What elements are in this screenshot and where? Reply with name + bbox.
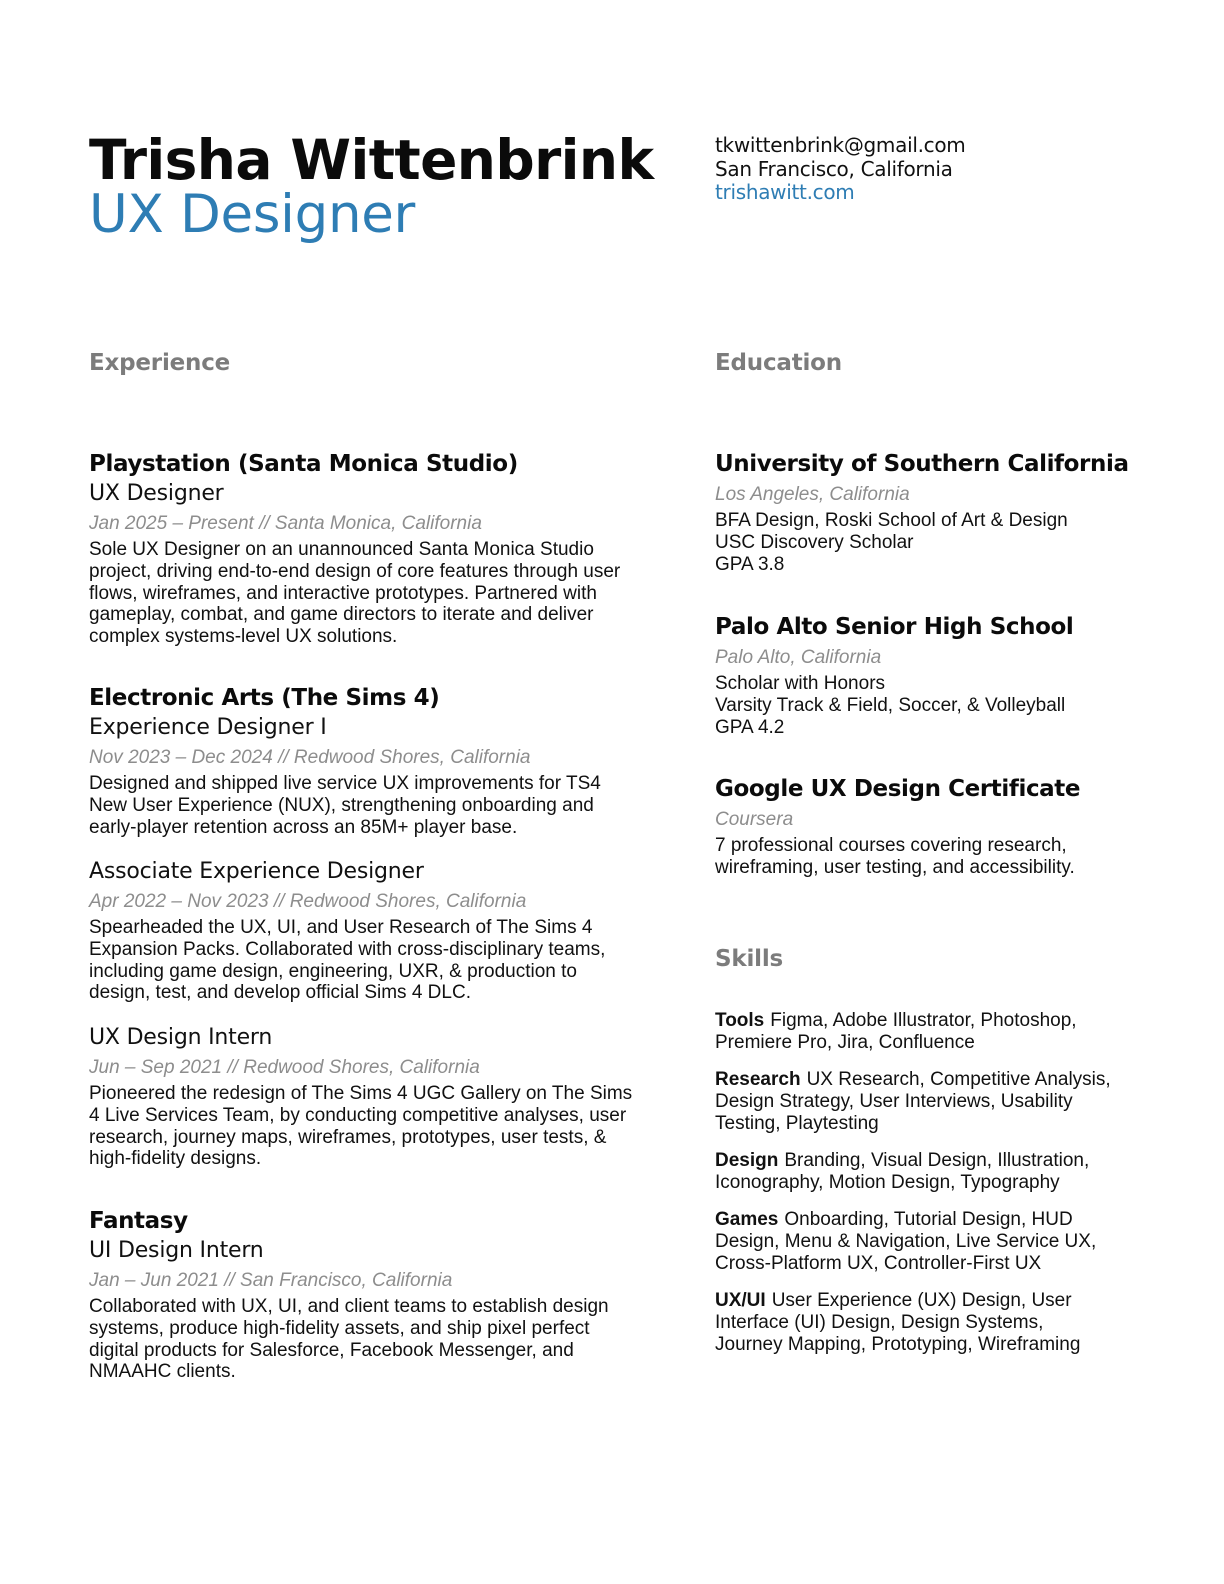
job-meta: Jan 2025 – Present // Santa Monica, California: [89, 513, 482, 534]
education-heading: Education: [715, 350, 842, 376]
skill-items: User Experience (UX) Design, User Interface (UI) Design, Design Systems, Journey Mapping, Prototyping, Wireframing: [715, 1290, 1081, 1355]
education-detail: 7 professional courses covering research, wireframing, user testing, and accessibility.: [715, 835, 1075, 878]
education-entry-google: [715, 774, 1105, 879]
experience-entry-fantasy: [89, 1206, 634, 1383]
job-title: UX Designer: [89, 481, 224, 506]
job-description: Collaborated with UX, UI, and client teams to establish design systems, produce high-fidelity assets, and ship pixel perfect digital products for Salesforce, Facebook Messenger, and NMAAHC clients.: [89, 1296, 609, 1383]
org-name: Fantasy: [89, 1208, 188, 1234]
location-text: San Francisco, California: [715, 156, 953, 181]
job-title: UX Design Intern: [89, 1025, 273, 1050]
org-name: Electronic Arts (The Sims 4): [89, 685, 440, 711]
skill-label: Design: [715, 1150, 779, 1171]
job-meta: Nov 2023 – Dec 2024 // Redwood Shores, California: [89, 747, 531, 768]
candidate-role: UX Designer: [89, 184, 416, 245]
contact-block: [715, 134, 965, 205]
certificate-provider: Coursera: [715, 809, 794, 830]
job-meta: Jan – Jun 2021 // San Francisco, California: [89, 1270, 453, 1291]
school-location: Los Angeles, California: [715, 484, 910, 505]
job-title: UI Design Intern: [89, 1238, 264, 1263]
experience-entry-ea: [89, 683, 634, 838]
education-detail: Varsity Track & Field, Soccer, & Volleyball: [715, 694, 1066, 716]
education-detail: Scholar with Honors: [715, 673, 886, 694]
skills-heading: Skills: [715, 946, 784, 972]
education-detail: USC Discovery Scholar: [715, 531, 914, 553]
job-title: Associate Experience Designer: [89, 859, 424, 884]
experience-role-intern: [89, 1023, 634, 1170]
skill-group-research: [715, 1069, 1115, 1134]
skill-group-uxui: [715, 1290, 1115, 1355]
education-entry-usc: [715, 449, 1135, 575]
certificate-name: Google UX Design Certificate: [715, 776, 1081, 802]
experience-heading: Experience: [89, 350, 231, 376]
education-detail: GPA 4.2: [715, 716, 785, 738]
skill-items: Figma, Adobe Illustrator, Photoshop, Premiere Pro, Jira, Confluence: [715, 1010, 1077, 1053]
job-meta: Jun – Sep 2021 // Redwood Shores, California: [89, 1057, 480, 1078]
job-description: Pioneered the redesign of The Sims 4 UGC Gallery on The Sims 4 Live Services Team, by conducting competitive analyses, user research, journey maps, wireframes, prototypes, user tests, & high-fidelity designs.: [89, 1083, 633, 1170]
skill-label: Games: [715, 1209, 779, 1230]
education-detail: GPA 3.8: [715, 553, 785, 575]
skill-label: UX/UI: [715, 1290, 766, 1311]
email-text[interactable]: tkwittenbrink@gmail.com: [715, 133, 966, 157]
experience-entry-playstation: [89, 449, 634, 648]
experience-role-associate: [89, 857, 634, 1004]
website-link[interactable]: trishawitt.com: [715, 180, 855, 204]
job-description: Spearheaded the UX, UI, and User Research of The Sims 4 Expansion Packs. Collaborated with cross-disciplinary teams, including game design, engineering, UXR, & production to design, test, and develop official Sims 4 DLC.: [89, 917, 606, 1004]
school-name: Palo Alto Senior High School: [715, 614, 1074, 640]
skill-group-design: [715, 1150, 1125, 1194]
skill-group-games: [715, 1209, 1125, 1274]
job-title: Experience Designer I: [89, 715, 327, 740]
school-location: Palo Alto, California: [715, 647, 882, 668]
skill-items: UX Research, Competitive Analysis, Design Strategy, User Interviews, Usability Testing, Playtesting: [715, 1069, 1111, 1134]
skill-label: Research: [715, 1069, 801, 1090]
job-description: Sole UX Designer on an unannounced Santa Monica Studio project, driving end-to-end design of core features through user flows, wireframes, and interactive prototypes. Partnered with gameplay, combat, and game directors to iterate and deliver complex systems-level UX solutions.: [89, 539, 621, 648]
job-description: Designed and shipped live service UX improvements for TS4 New User Experience (NUX), strengthening onboarding and early-player retention across an 85M+ player base.: [89, 773, 601, 838]
education-detail: BFA Design, Roski School of Art & Design: [715, 510, 1068, 531]
job-meta: Apr 2022 – Nov 2023 // Redwood Shores, California: [89, 891, 527, 912]
candidate-name: Trisha Wittenbrink: [89, 128, 654, 192]
skill-items: Branding, Visual Design, Illustration, Iconography, Motion Design, Typography: [715, 1150, 1090, 1193]
skill-label: Tools: [715, 1010, 765, 1031]
skill-items: Onboarding, Tutorial Design, HUD Design, Menu & Navigation, Live Service UX, Cross-Platform UX, Controller-First UX: [715, 1209, 1097, 1274]
school-name: University of Southern California: [715, 451, 1129, 477]
org-name: Playstation (Santa Monica Studio): [89, 451, 518, 477]
education-entry-paly: [715, 612, 1135, 738]
skill-group-tools: [715, 1010, 1125, 1054]
